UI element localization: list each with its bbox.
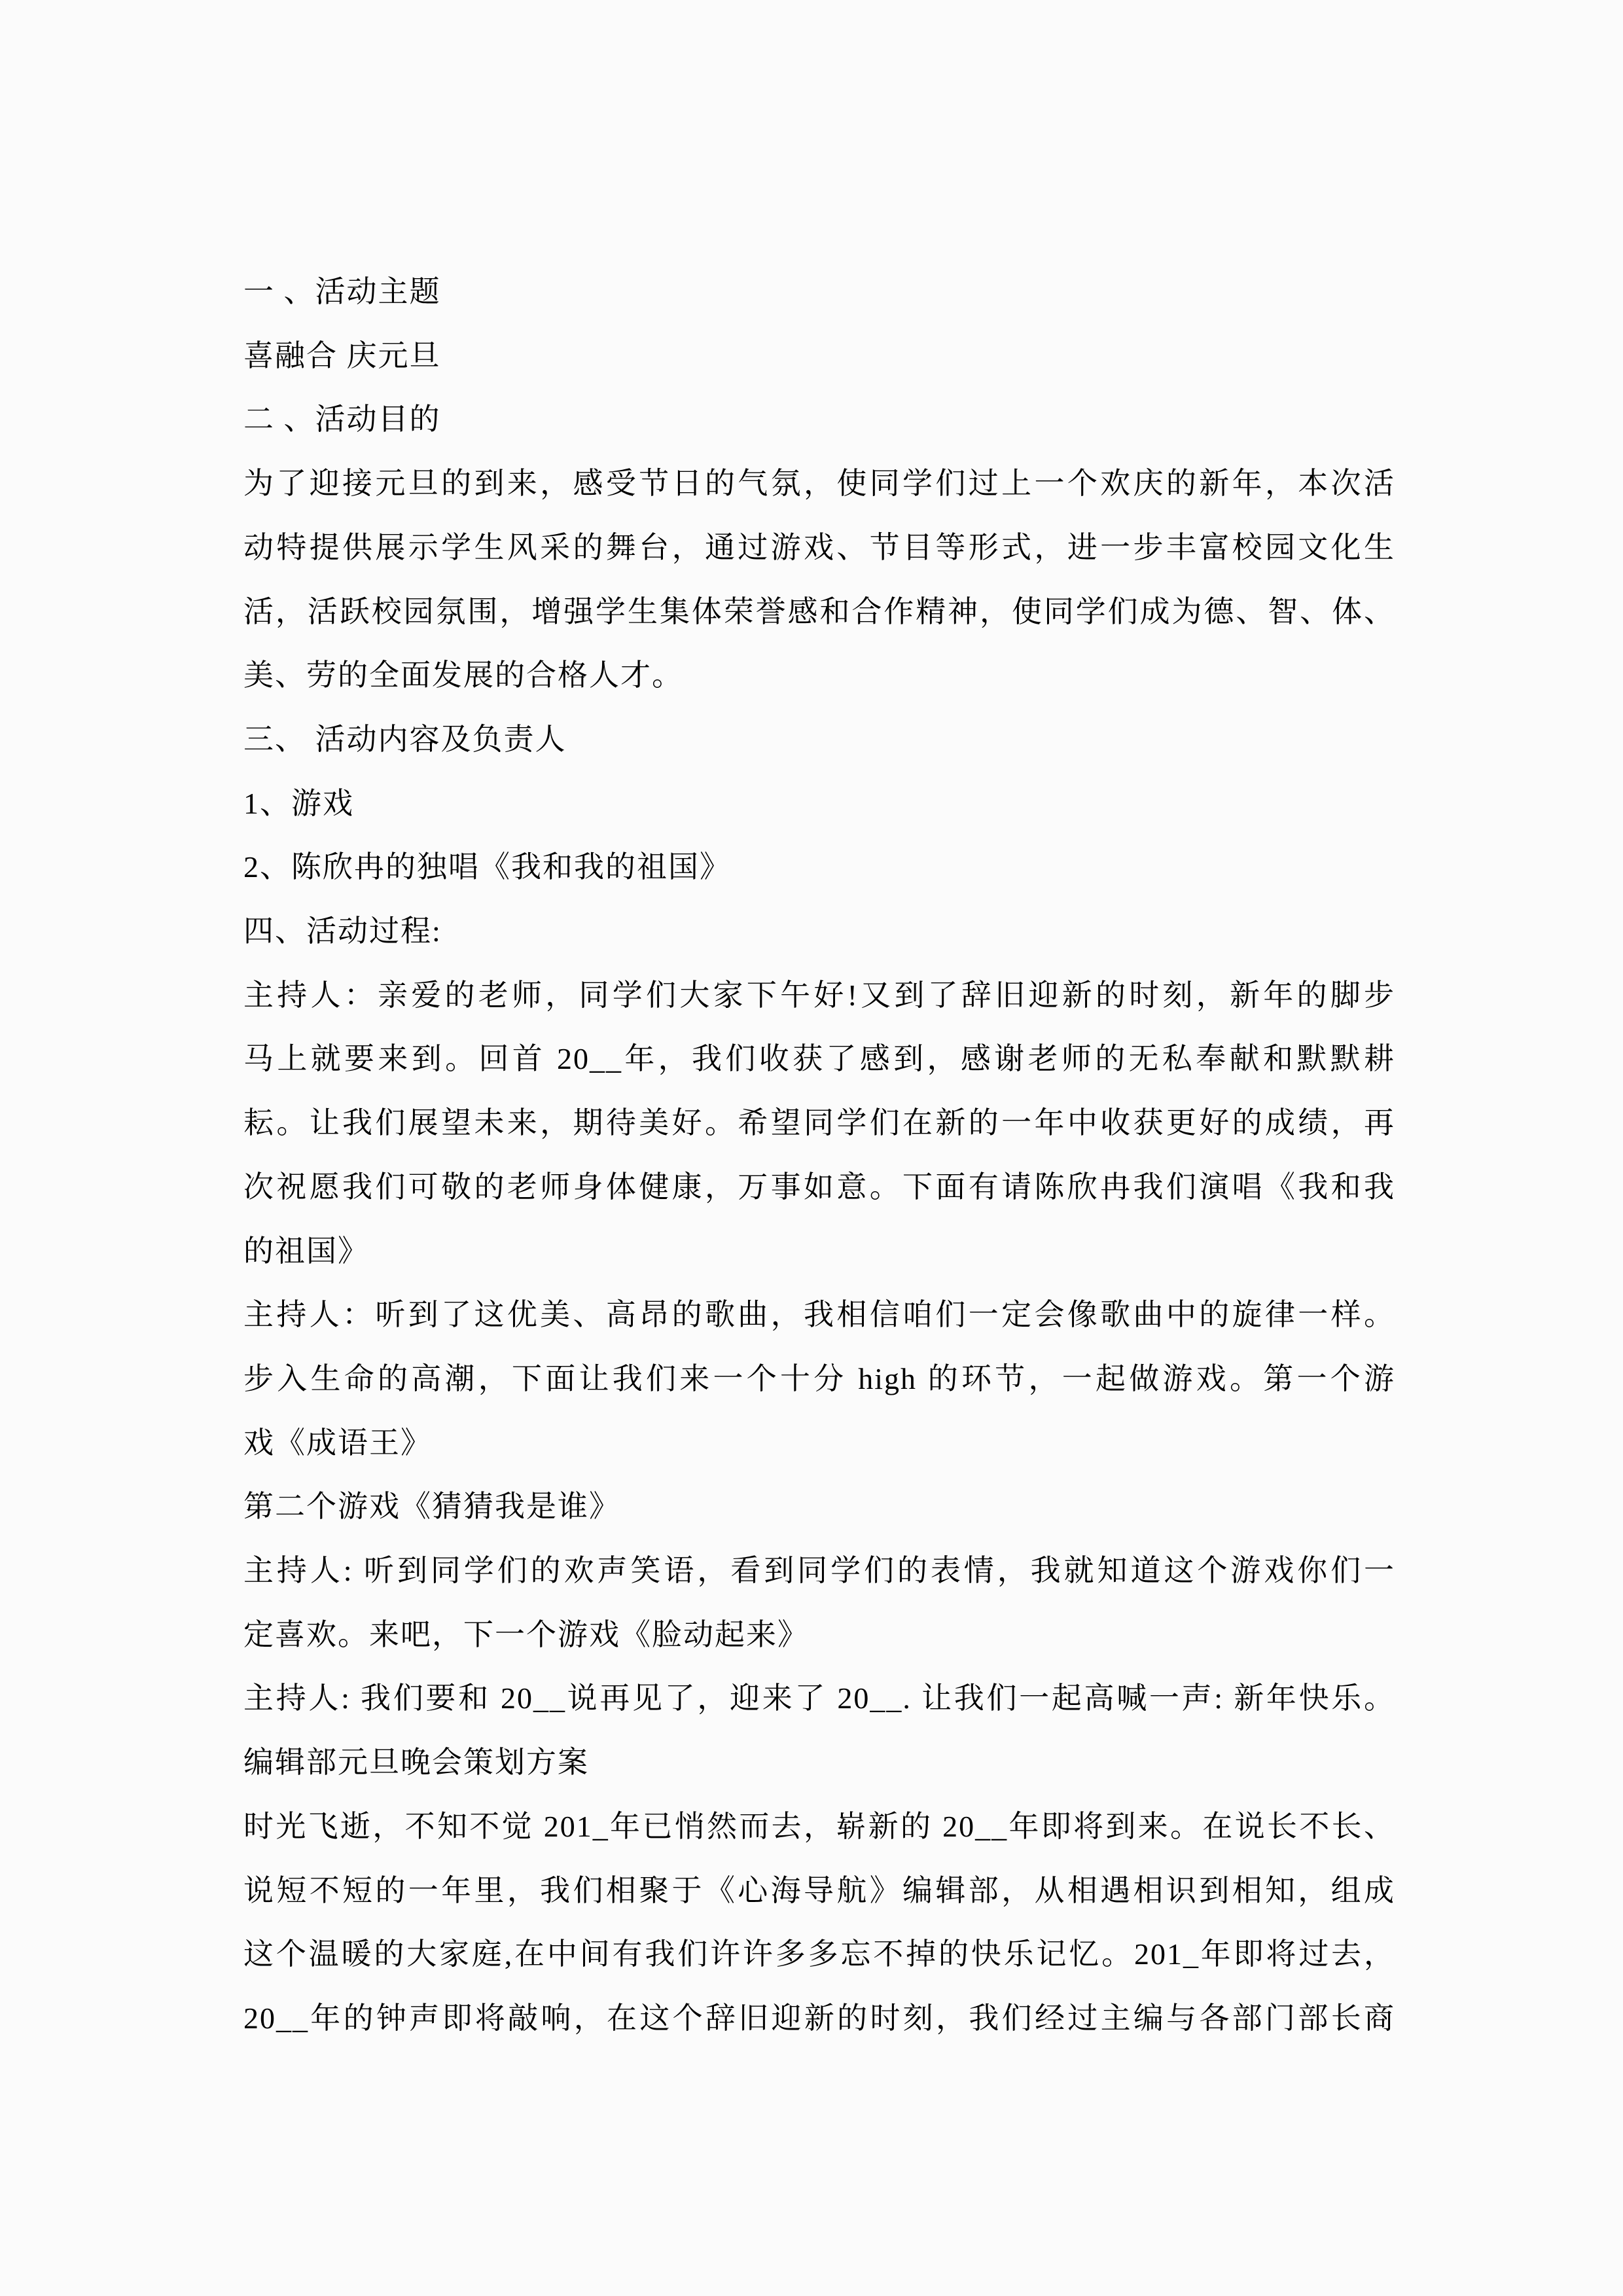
text-line: 主持人：亲爱的老师，同学们大家下午好!又到了辞旧迎新的时刻，新年的脚步 [243, 978, 1395, 1012]
text-line: 的祖国》 [243, 1234, 369, 1268]
text-line: 编辑部元旦晚会策划方案 [243, 1746, 589, 1780]
text-line: 步入生命的高潮，下面让我们来一个十分 high 的环节，一起做游戏。第一个游 [243, 1361, 1395, 1395]
text-line: 第二个游戏《猜猜我是谁》 [243, 1490, 620, 1524]
text-line: 二 、活动目的 [243, 403, 441, 437]
text-line: 活，活跃校园氛围，增强学生集体荣誉感和合作精神，使同学们成为德、智、体、 [243, 594, 1395, 628]
text-line: 主持人: 听到同学们的欢声笑语，看到同学们的表情，我就知道这个游戏你们一 [243, 1554, 1395, 1588]
text-line: 三、 活动内容及负责人 [243, 722, 567, 756]
text-line: 为了迎接元旦的到来，感受节日的气氛，使同学们过上一个欢庆的新年，本次活 [243, 467, 1395, 501]
text-line: 2、陈欣冉的独唱《我和我的祖国》 [243, 850, 731, 884]
text-line: 这个温暖的大家庭,在中间有我们许许多多忘不掉的快乐记忆。201_年即将过去， [243, 1937, 1395, 1971]
text-line: 动特提供展示学生风采的舞台，通过游戏、节目等形式，进一步丰富校园文化生 [243, 530, 1395, 564]
text-line: 定喜欢。来吧，下一个游戏《脸动起来》 [243, 1617, 809, 1651]
text-line: 主持人：听到了这优美、高昂的歌曲，我相信咱们一定会像歌曲中的旋律一样。 [243, 1298, 1395, 1332]
text-line: 美、劳的全面发展的合格人才。 [243, 658, 683, 692]
text-line: 戏《成语王》 [243, 1426, 432, 1460]
text-line: 四、活动过程: [243, 914, 442, 948]
text-line: 一 、活动主题 [243, 275, 441, 308]
text-line: 主持人: 我们要和 20__说再见了，迎来了 20__. 让我们一起高喊一声: 新年快乐。 [243, 1681, 1395, 1715]
text-line: 20__年的钟声即将敲响，在这个辞旧迎新的时刻，我们经过主编与各部门部长商 [243, 2001, 1395, 2035]
text-line: 次祝愿我们可敬的老师身体健康，万事如意。下面有请陈欣冉我们演唱《我和我 [243, 1170, 1395, 1204]
text-block [243, 260, 1395, 2051]
text-line: 1、游戏 [243, 786, 354, 820]
text-line: 喜融合 庆元旦 [243, 338, 441, 372]
text-line: 说短不短的一年里，我们相聚于《心海导航》编辑部，从相遇相识到相知，组成 [243, 1873, 1395, 1907]
text-line: 耘。让我们展望未来，期待美好。希望同学们在新的一年中收获更好的成绩，再 [243, 1106, 1395, 1140]
text-line: 马上就要来到。回首 20__年，我们收获了感到，感谢老师的无私奉献和默默耕 [243, 1042, 1395, 1076]
text-line: 时光飞逝，不知不觉 201_年已悄然而去，崭新的 20__年即将到来。在说长不长、 [243, 1809, 1395, 1843]
